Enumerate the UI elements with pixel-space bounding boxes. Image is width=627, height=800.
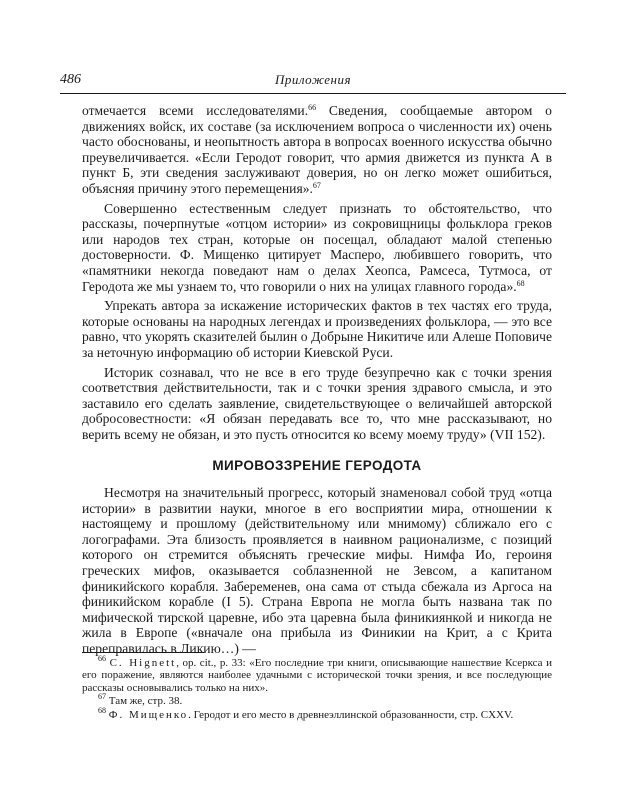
paragraph-3: Упрекать автора за искажение исторических фактов в тех частях его труда, которые основаны на народных легендах и произведениях фольклора, — это все равно, что укорять сказителей былин о Добрыне Никитиче или Алеше Поповиче за неточную информацию об истории Киевской Руси. [82,298,552,360]
footnote-text: Там же, стр. 38. [108,695,183,708]
footnote-ref-68: 68 [516,278,525,288]
section-heading: МИРОВОЗЗРЕНИЕ ГЕРОДОТА [212,458,422,474]
footnote-68 [82,705,552,721]
footnote-rule [82,652,204,653]
footnote-author: Ф. Мищенко [108,708,189,721]
footnote-text: . Геродот и его место в древнеэллинской образованности, стр. CXXV. [188,708,514,721]
paragraph-1 [82,103,552,197]
paragraph-2 [82,201,552,295]
footnote-ref-67: 67 [312,180,321,190]
header-rule [60,93,566,94]
footnote-67 [82,692,552,708]
footnote-ref-66: 66 [308,103,317,112]
footnote-66 [82,654,552,694]
main-text [82,103,552,661]
footnote-number: 66 [98,654,106,663]
footnote-number: 68 [98,705,106,715]
footnotes [82,654,552,722]
footnote-author: C. Hignett [109,657,177,669]
page-number: 486 [60,72,81,87]
paragraph-4: Историк сознавал, что не все в его труде безупречно как с точки зрения соответствия действительности, так и с точки зрения здравого смысла, и это заставило его сделать заявление, свидетельствующее о величайшей авторской добросовестности: «Я обязан передавать все то, что мне рассказывают, но верить всему не обязан, и это пусть относится ко всему моему труду» (VII 152). [82,364,552,442]
paragraph-1-text-b: Сведения, сообщаемые автором о движениях войск, их составе (за исключением вопроса о численности их) очень часто обоснованы, и неопытность автора в вопросах военного искусства обычно преувеличивается. «Если Геродот говорит, что армия движется из пункта А в пункт Б, эти сведения заслуживают доверия, но он легко может ошибиться, объясняя причину этого перемещения». [82,103,552,196]
page-header [60,72,566,94]
paragraph-5: Несмотря на значительный прогресс, который знаменовал собой труд «отца истории» в развитии науки, многое в его восприятии мира, отношении к настоящему и прошлому (действительному или мнимому) сближало его с логографами. Эта близость проявляется в наивном рационализме, с позиций которого он стремится объяснять греческие мифы. Нимфа Ио, героиня греческих мифов, оказывается соблазненной не Зевсом, а капитаном финикийского корабля. Забеременев, она сама от стыда сбежала из Аргоса на финикийском корабле (I 5). Страна Европа не могла быть названа так по мифической тирской царевне, ибо эта царевна была финикиянкой и никогда не жила в Европе («вначале она прибыла из Финикии на Крит, а с Крита переправилась в Ликию…) — [82,485,552,656]
footnote-text: , op. cit., p. 33: «Его последние три книги, описывающие нашествие Ксеркса и его поражение, являются наиболее удачными с исторической точки зрения, и все последующие рассказы основывались только на них». [82,657,552,694]
footnote-number: 67 [98,692,106,702]
running-title: Приложения [274,72,352,87]
paragraph-1-text-a: отмечается всеми исследователями. [82,103,309,118]
paragraph-2-text: Совершенно естественным следует признать то обстоятельство, что рассказы, почерпнутые «отцом истории» из сокровищницы фольклора греков или народов тех стран, которые он посещал, обладают малой степенью достоверности. Ф. Мищенко цитирует Масперо, любившего говорить, что «памятники некогда поведают нам о делах Хеопса, Рамсеса, Тутмоса, от Геродота же мы узнаем то, что говорили о них на улицах главного города». [82,200,552,294]
